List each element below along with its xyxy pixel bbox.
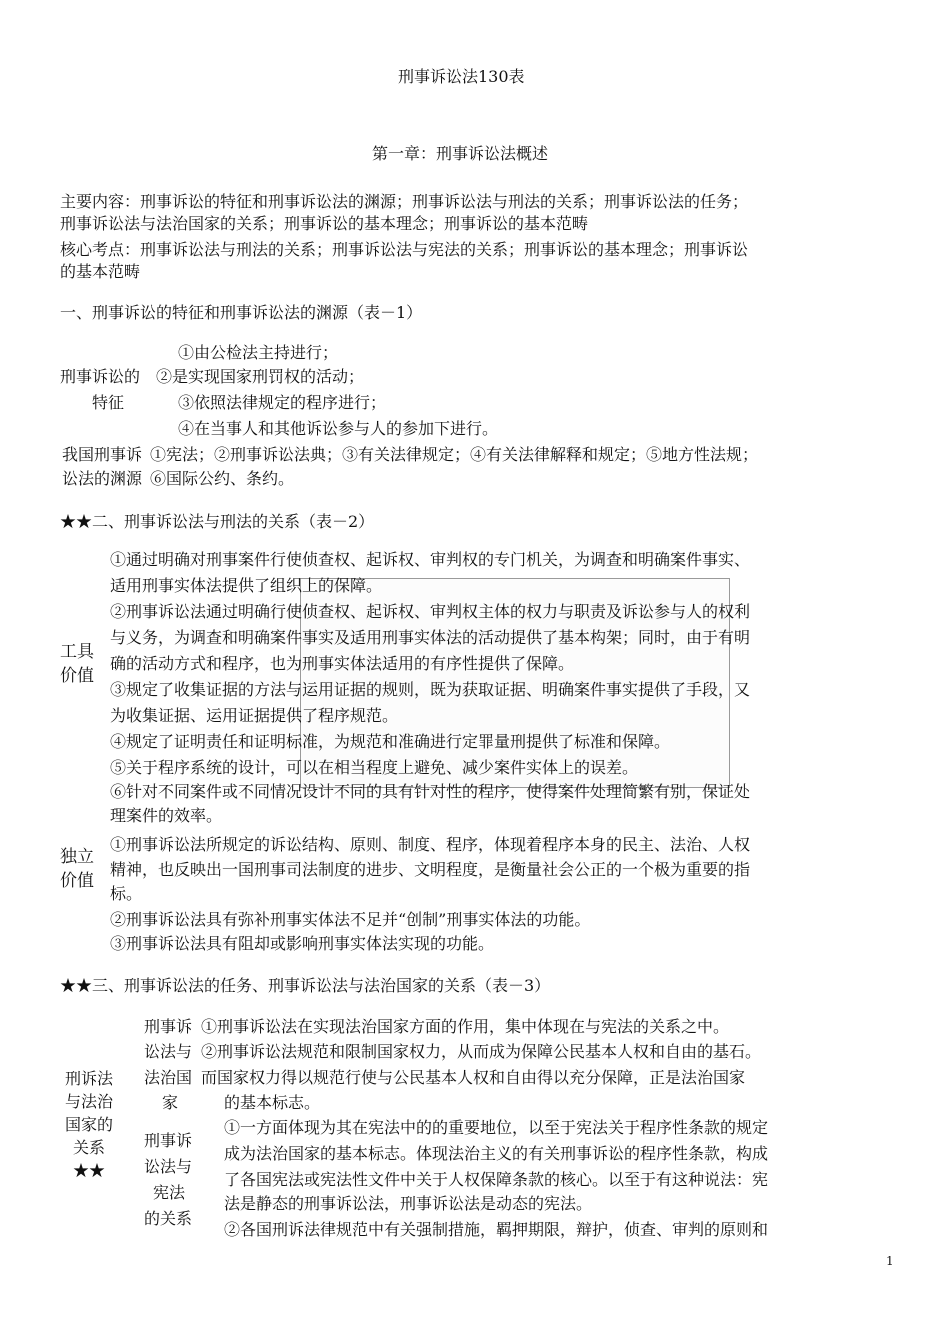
independent-value-label: 独立价值 [60,847,94,891]
sub2-line: 了各国宪法或宪法性文件中关于人权保障条款的核心。以至于有这种说法：宪 [224,1170,769,1189]
feature-item: ③依照法律规定的程序进行； [178,393,387,412]
sub2-line: ②各国刑诉法律规范中有关强制措施，羁押期限，辩护，侦查、审判的原则和 [224,1220,769,1239]
sub1-label-line: 家 [162,1093,179,1112]
sub1-line: ①刑事诉讼法在实现法治国家方面的作用，集中体现在与宪法的关系之中。 [201,1017,730,1036]
sub1-label-line: 刑事诉 [144,1017,193,1036]
section1-heading: 一、刑事诉讼的特征和刑事诉讼法的渊源（表－1） [60,303,423,322]
sub1-line: ②刑事诉讼法规范和限制国家权力，从而成为保障公民基本人权和自由的基石。 [201,1042,762,1061]
sub2-label-line: 讼法与 [144,1157,193,1176]
tool-value-line: 确的活动方式和程序，也为刑事实体法适用的有序性提供了保障。 [110,654,575,673]
tool-value-line: 与义务，为调查和明确案件事实及适用刑事实体法的活动提供了基本构架；同时，由于有明 [110,628,751,647]
tool-value-line: ③规定了收集证据的方法与运用证据的规则，既为获取证据、明确案件事实提供了手段，又 [110,680,751,699]
sub2-label-line: 的关系 [144,1209,193,1228]
sub1-label-line: 讼法与 [144,1042,193,1061]
tool-value-line: ④规定了证明责任和证明标准，为规范和准确进行定罪量刑提供了标准和保障。 [110,732,671,751]
feature-label-line-2: 特征 [92,393,125,412]
section3-heading: ★★三、刑事诉讼法的任务、刑事诉讼法与法治国家的关系（表－3） [60,976,551,995]
tool-value-line: ⑥针对不同案件或不同情况设计不同的具有针对性的程序，使得案件处理简繁有别，保证处 [110,782,751,801]
tool-value-line: 为收集证据、运用证据提供了程序规范。 [110,706,399,725]
sub1-line: 的基本标志。 [224,1093,321,1112]
tool-value-line: ⑤关于程序系统的设计，可以在相当程度上避免、减少案件实体上的误差。 [110,758,639,777]
chapter-title: 第一章：刑事诉讼法概述 [372,144,549,163]
independent-value-line: ②刑事诉讼法具有弥补刑事实体法不足并“创制”刑事实体法的功能。 [110,910,591,929]
rule-of-law-label: 刑诉法与法治国家的关系★★ [64,1069,113,1180]
sub2-line: ①一方面体现为其在宪法中的的重要地位，以至于宪法关于程序性条款的规定 [224,1118,769,1137]
feature-item: ②是实现国家刑罚权的活动； [156,367,365,386]
page-number: 1 [886,1254,894,1268]
tool-value-line: ②刑事诉讼法通过明确行使侦查权、起诉权、审判权主体的权力与职责及诉讼参与人的权利 [110,602,751,621]
independent-value-line: ①刑事诉讼法所规定的诉讼结构、原则、制度、程序，体现着程序本身的民主、法治、人权 [110,835,751,854]
sub1-label-line: 法治国 [144,1068,193,1087]
source-label-line-1: 我国刑事诉 [62,445,143,464]
source-line-2: ⑥国际公约、条约。 [150,469,295,488]
sub2-label-line: 宪法 [153,1183,186,1202]
tool-value-line: 适用刑事实体法提供了组织上的保障。 [110,576,383,595]
intro-main-line-2: 刑事诉讼法与法治国家的关系；刑事诉讼的基本理念；刑事诉讼的基本范畴 [60,214,589,233]
sub2-line: 成为法治国家的基本标志。体现法治主义的有关刑事诉讼的程序性条款，构成 [224,1144,769,1163]
independent-value-line: 精神，也反映出一国刑事司法制度的进步、文明程度，是衡量社会公正的一个极为重要的指 [110,860,751,879]
intro-core-line-2: 的基本范畴 [60,262,141,281]
feature-item: ④在当事人和其他诉讼参与人的参加下进行。 [178,419,499,438]
source-label-line-2: 讼法的渊源 [62,469,143,488]
document-title: 刑事诉讼法130表 [398,67,525,86]
source-line-1: ①宪法；②刑事诉讼法典；③有关法律规定；④有关法律解释和规定；⑤地方性法规； [150,445,759,464]
independent-value-line: 标。 [110,884,143,903]
section2-heading: ★★二、刑事诉讼法与刑法的关系（表－2） [60,512,375,531]
tool-value-line: 理案件的效率。 [110,806,223,825]
sub1-line: 而国家权力得以规范行使与公民基本人权和自由得以充分保障，正是法治国家 [201,1068,746,1087]
tool-value-line: ①通过明确对刑事案件行使侦查权、起诉权、审判权的专门机关，为调查和明确案件事实、 [110,550,751,569]
independent-value-line: ③刑事诉讼法具有阻却或影响刑事实体法实现的功能。 [110,934,495,953]
tool-value-label: 工具价值 [60,642,94,686]
feature-label-line-1: 刑事诉讼的 [60,367,141,386]
feature-item: ①由公检法主持进行； [178,343,339,362]
intro-main-line-1: 主要内容：刑事诉讼的特征和刑事诉讼法的渊源；刑事诉讼法与刑法的关系；刑事诉讼法的任务； [60,192,749,211]
sub2-line: 法是静态的刑事诉讼法，刑事诉讼法是动态的宪法。 [224,1194,593,1213]
intro-core-line-1: 核心考点：刑事诉讼法与刑法的关系；刑事诉讼法与宪法的关系；刑事诉讼的基本理念；刑事诉讼 [60,240,749,259]
sub2-label-line: 刑事诉 [144,1131,193,1150]
